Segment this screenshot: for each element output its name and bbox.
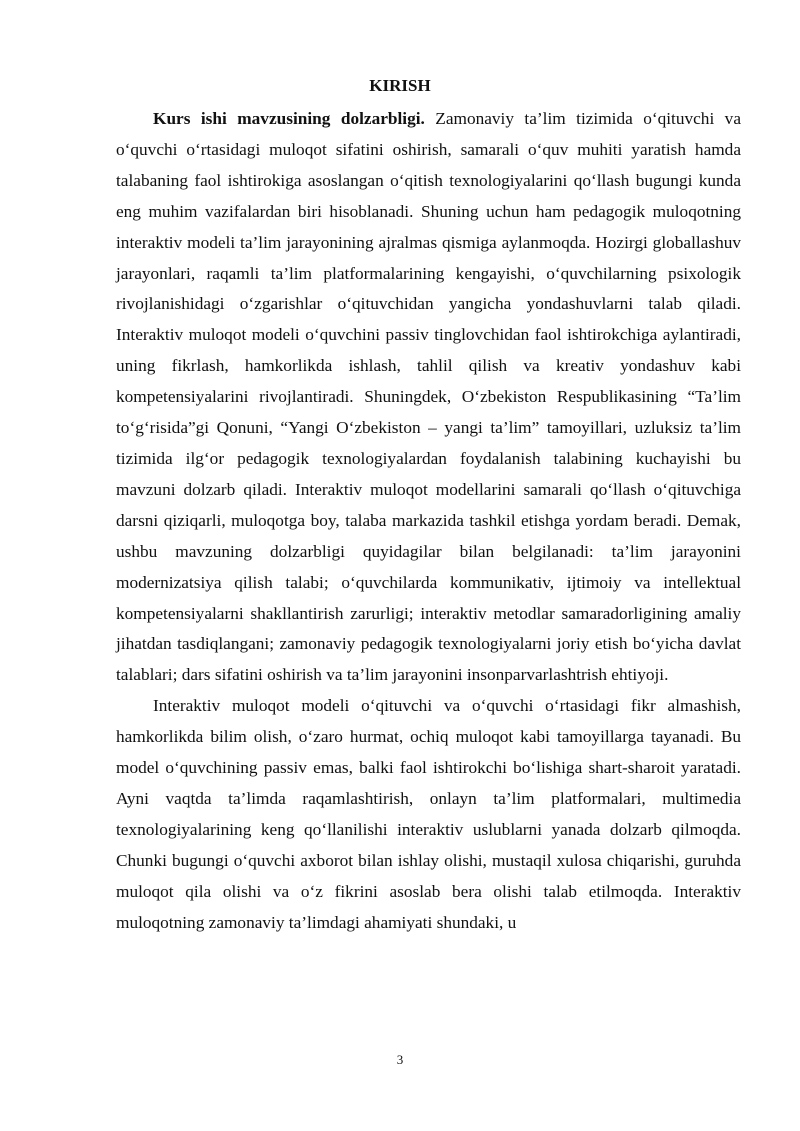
- page-number: 3: [396, 1052, 404, 1067]
- paragraph-text: Zamonaviy ta’lim tizimida o‘qituvchi va o‘quvchi o‘rtasidagi muloqot sifatini oshirish, samarali o‘quv muhiti yaratish hamda talabaning faol ishtirokiga asoslangan o‘qitish texnologiyalarini qo‘llash bugungi kunda eng muhim vazifalardan biri hisoblanadi. Shuning uchun ham pedagogik muloqotning interaktiv modeli ta’lim jarayonining ajralmas qismiga aylanmoqda. Hozirgi globallashuv jarayonlari, raqamli ta’lim platformalarining kengayishi, o‘quvchilarning psixologik rivojlanishidagi o‘zgarishlar o‘qituvchidan yangicha yondashuvlarni talab qiladi. Interaktiv muloqot modeli o‘quvchini passiv tinglovchidan faol ishtirokchiga aylantiradi, uning fikrlash, hamkorlikda ishlash, tahlil qilish va kreativ yondashuv kabi kompetensiyalarini rivojlantiradi. Shuningdek, O‘zbekiston Respublikasining “Ta’lim to‘g‘risida”gi Qonuni, “Yangi O‘zbekiston – yangi ta’lim” tamoyillari, uzluksiz ta’lim tizimida ilg‘or pedagogik texnologiyalardan foydalanish talabining kuchayishi bu mavzuni dolzarb qiladi. Interaktiv muloqot modellarini samarali qo‘llash o‘qituvchiga darsni qiziqarli, muloqotga boy, talaba markazida tashkil etishga yordam beradi. Demak, ushbu mavzuning dolzarbligi quyidagilar bilan belgilanadi: ta’lim jarayonini modernizatsiya qilish talabi; o‘quvchilarda kommunikativ, ijtimoiy va intellektual kompetensiyalarni shakllantirish zarurligi; interaktiv metodlar samaradorligining amaliy jihatdan tasdiqlangani; zamonaviy pedagogik texnologiyalarni joriy etish bo‘yicha davlat talablari; dars sifatini oshirish va ta’lim jarayonini insonparvarlashtrish ehtiyoji.: [116, 109, 741, 685]
- section-heading: KIRISH: [369, 76, 431, 95]
- body-text: [116, 104, 741, 938]
- paragraph-interactive-model: Interaktiv muloqot modeli o‘qituvchi va o‘quvchi o‘rtasidagi fikr almashish, hamkorlikda bilim olish, o‘zaro hurmat, ochiq muloqot kabi tamoyillarga tayanadi. Bu model o‘quvchining passiv emas, balki faol ishtirokchi bo‘lishiga shart-sharoit yaratadi. Ayni vaqtda ta’limda raqamlashtirish, onlayn ta’lim platformalari, multimedia texnologiyalarining keng qo‘llanilishi interaktiv uslublarni yanada dolzarb qilmoqda. Chunki bugungi o‘quvchi axborot bilan ishlay olishi, mustaqil xulosa chiqarishi, guruhda muloqot qila olishi va o‘z fikrini asoslab bera olishi talab etilmoqda. Interaktiv muloqotning zamonaviy ta’limdagi ahamiyati shundaki, u: [116, 696, 741, 932]
- paragraph-lead: Kurs ishi mavzusining dolzarbligi.: [153, 109, 425, 128]
- paragraph-relevance: [116, 104, 741, 691]
